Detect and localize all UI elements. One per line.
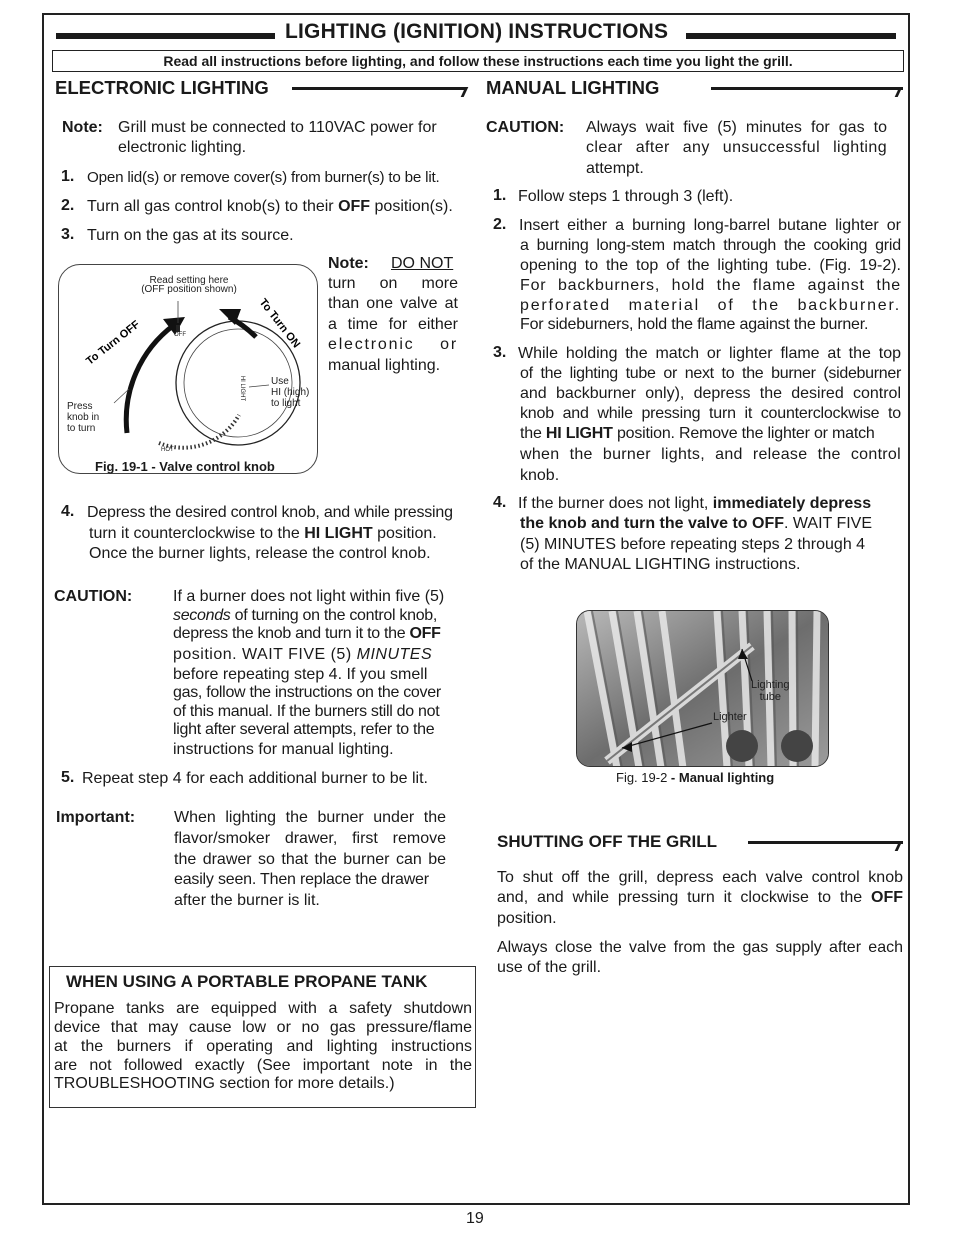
title-rule-right (686, 33, 896, 39)
electronic-heading: ELECTRONIC LIGHTING (55, 77, 269, 98)
note-line2: electronic lighting. (118, 139, 247, 156)
propane-tank-box (49, 966, 476, 1108)
photo-label-tube: Lighting tube (751, 679, 790, 703)
note2-label: Note: (328, 255, 369, 272)
knob-caption: Fig. 19-1 - Valve control knob (95, 459, 275, 474)
photo-svg (577, 611, 829, 767)
step3-num: 3. (61, 226, 75, 243)
to-turn-off-label: To Turn OFF (84, 318, 143, 368)
step4-line3: Once the burner lights, release the control knob. (89, 545, 431, 562)
step4-line1: Depress the desired control knob, and while pressing (87, 504, 453, 521)
tank-line4: are not followed exactly (See important note in the (54, 1057, 472, 1074)
use-hi-line1: Use (271, 376, 289, 387)
manual-step3-line3: and backburner only), depress the desired control (520, 385, 901, 402)
valve-knob-figure (58, 264, 318, 474)
manual-step2-line5: perforated material of the backburner. (520, 297, 901, 314)
step1-text: Open lid(s) or remove cover(s) from burner(s) to be lit. (87, 169, 440, 186)
tank-line3: at the burners if operating and lighting instructions (54, 1038, 472, 1055)
hi-pointer (249, 385, 269, 387)
caution-line8: light after several attempts, refer to the (173, 721, 435, 738)
manual-heading-rule (711, 87, 903, 90)
page-title: LIGHTING (IGNITION) INSTRUCTIONS (285, 20, 669, 43)
use-hi-line2: HI (high) (271, 387, 310, 398)
step4-line2: turn it counterclockwise to the HI LIGHT position. (89, 525, 437, 542)
manual-step3-line5: the HI LIGHT position. Remove the lighter or match (520, 425, 875, 442)
manual-step3-line6: when the burner lights, and release the control (520, 446, 901, 463)
step2-text: Turn all gas control knob(s) to their OFF position(s). (87, 198, 453, 215)
manual-step3-num: 3. (493, 344, 507, 361)
manual-step3-line4: knob and while pressing turn it counterclockwise to (520, 405, 901, 422)
note2-line4: electronic or (328, 336, 458, 353)
manual-heading: MANUAL LIGHTING (486, 77, 660, 98)
press-knob-line3: to turn (67, 423, 96, 434)
manual-step4-num: 4. (493, 494, 507, 511)
page-subtitle: Read all instructions before lighting, and follow these instructions each time you light the grill. (52, 50, 904, 72)
important-line3: the drawer so that the burner can be (174, 851, 446, 868)
knob-svg (59, 265, 319, 475)
manual-caution-line3: attempt. (586, 160, 644, 177)
to-turn-on-label: To Turn ON (256, 296, 303, 351)
photo-label-lighter: Lighter (713, 711, 747, 723)
note2-line1: turn on more (328, 275, 458, 292)
manual-step4-line3: (5) MINUTES before repeating steps 2 through 4 (520, 536, 866, 553)
press-knob-line2: knob in (67, 412, 100, 423)
manual-step2-line6: For sideburners, hold the flame against the burner. (520, 316, 869, 333)
manual-step3-line1: While holding the match or lighter flame at the top (518, 345, 901, 362)
manual-lighting-photo (576, 610, 829, 767)
caution-line3: depress the knob and turn it to the OFF (173, 625, 441, 642)
shutoff-heading: SHUTTING OFF THE GRILL (497, 832, 718, 851)
tank-line1: Propane tanks are equipped with a safety shutdown (54, 1000, 472, 1017)
manual-step4-line4: of the MANUAL LIGHTING instructions. (520, 556, 801, 573)
manual-step3-line2: of the lighting tube or next to the burner (sideburner (520, 365, 901, 382)
caution-line6: gas, follow the instructions on the cover (173, 684, 441, 701)
important-line1: When lighting the burner under the (174, 809, 446, 826)
shutoff-p2-line2: use of the grill. (497, 959, 602, 976)
note-line1: Grill must be connected to 110VAC power for (118, 119, 437, 136)
caution-line1: If a burner does not light within five (5) (173, 588, 445, 605)
read-setting-label: Read setting here (149, 275, 229, 286)
tank-line2: device that may cause low or no gas pressure/flame (54, 1019, 472, 1036)
manual-caution-line1: Always wait five (5) minutes for gas to (586, 119, 887, 136)
manual-step2-num: 2. (493, 216, 507, 233)
tank-line5: TROUBLESHOOTING section for more details.) (54, 1075, 395, 1092)
manual-step1-text: Follow steps 1 through 3 (left). (518, 188, 734, 205)
note2-emph: DO NOT (391, 255, 454, 272)
shutoff-p1-line1: To shut off the grill, depress each valve control knob (497, 869, 903, 886)
dial-hot-label: HOT (161, 447, 174, 453)
step3-text: Turn on the gas at its source. (87, 227, 294, 244)
step4-num: 4. (61, 503, 75, 520)
manual-step2-line2: a burning long-stem match through the cooking grid (520, 237, 901, 254)
manual-step1-num: 1. (493, 187, 507, 204)
photo-caption: Fig. 19-2 - Manual lighting (616, 770, 775, 785)
tank-heading: WHEN USING A PORTABLE PROPANE TANK (66, 972, 428, 991)
important-label: Important: (56, 809, 136, 826)
important-line5: after the burner is lit. (174, 892, 320, 909)
shutoff-p2-line1: Always close the valve from the gas supply after each (497, 939, 903, 956)
off-shown-label: (OFF position shown) (141, 284, 237, 295)
caution-line9: instructions for manual lighting. (173, 741, 394, 758)
manual-step4-line2: the knob and turn the valve to OFF. WAIT FIVE (520, 515, 873, 532)
electronic-heading-rule (292, 87, 467, 90)
use-hi-line3: to light (271, 398, 301, 409)
manual-step4-line1: If the burner does not light, immediately depress (518, 495, 872, 512)
step2-num: 2. (61, 197, 75, 214)
important-line2: flavor/smoker drawer, first remove (174, 830, 446, 847)
important-line4: easily seen. Then replace the drawer (174, 871, 429, 888)
title-rule-left (56, 33, 275, 39)
note2-line3: a time for either (328, 316, 458, 333)
arc-off (126, 325, 174, 433)
note2-line5: manual lighting. (328, 357, 441, 374)
note-label: Note: (62, 119, 103, 136)
press-knob-line1: Press (67, 401, 93, 412)
dial-hi-label: HI LIGHT (239, 375, 246, 402)
caution-line7: of this manual. If the burners still do not (173, 703, 440, 720)
note2-line2: than one valve at (328, 295, 458, 312)
shutoff-p1-line3: position. (497, 910, 557, 927)
page-number: 19 (466, 1210, 484, 1227)
manual-caution-line2: clear after any unsuccessful lighting (586, 139, 887, 156)
caution-line5: before repeating step 4. If you smell (173, 666, 428, 683)
manual-step2-line3: opening to the top of the lighting tube. (Fig. 19-2). (520, 257, 901, 274)
manual-step2-line4: For backburners, hold the flame against the (520, 277, 901, 294)
caution-line2: seconds of turning on the control knob, (173, 607, 438, 624)
shutoff-p1-line2: and, and while pressing turn it clockwise to the OFF (497, 889, 903, 906)
step1-num: 1. (61, 168, 75, 185)
step5-num: 5. (61, 769, 75, 786)
step5-text: Repeat step 4 for each additional burner to be lit. (82, 770, 428, 787)
manual-caution-label: CAUTION: (486, 119, 565, 136)
caution-line4: position. WAIT FIVE (5) MINUTES (173, 646, 433, 663)
dial-off-label: OFF (174, 332, 186, 338)
manual-step2-line1: Insert either a burning long-barrel butane lighter or (519, 217, 901, 234)
caution-label: CAUTION: (54, 588, 133, 605)
shutoff-heading-rule (748, 841, 903, 844)
manual-step3-line7: knob. (520, 467, 560, 484)
